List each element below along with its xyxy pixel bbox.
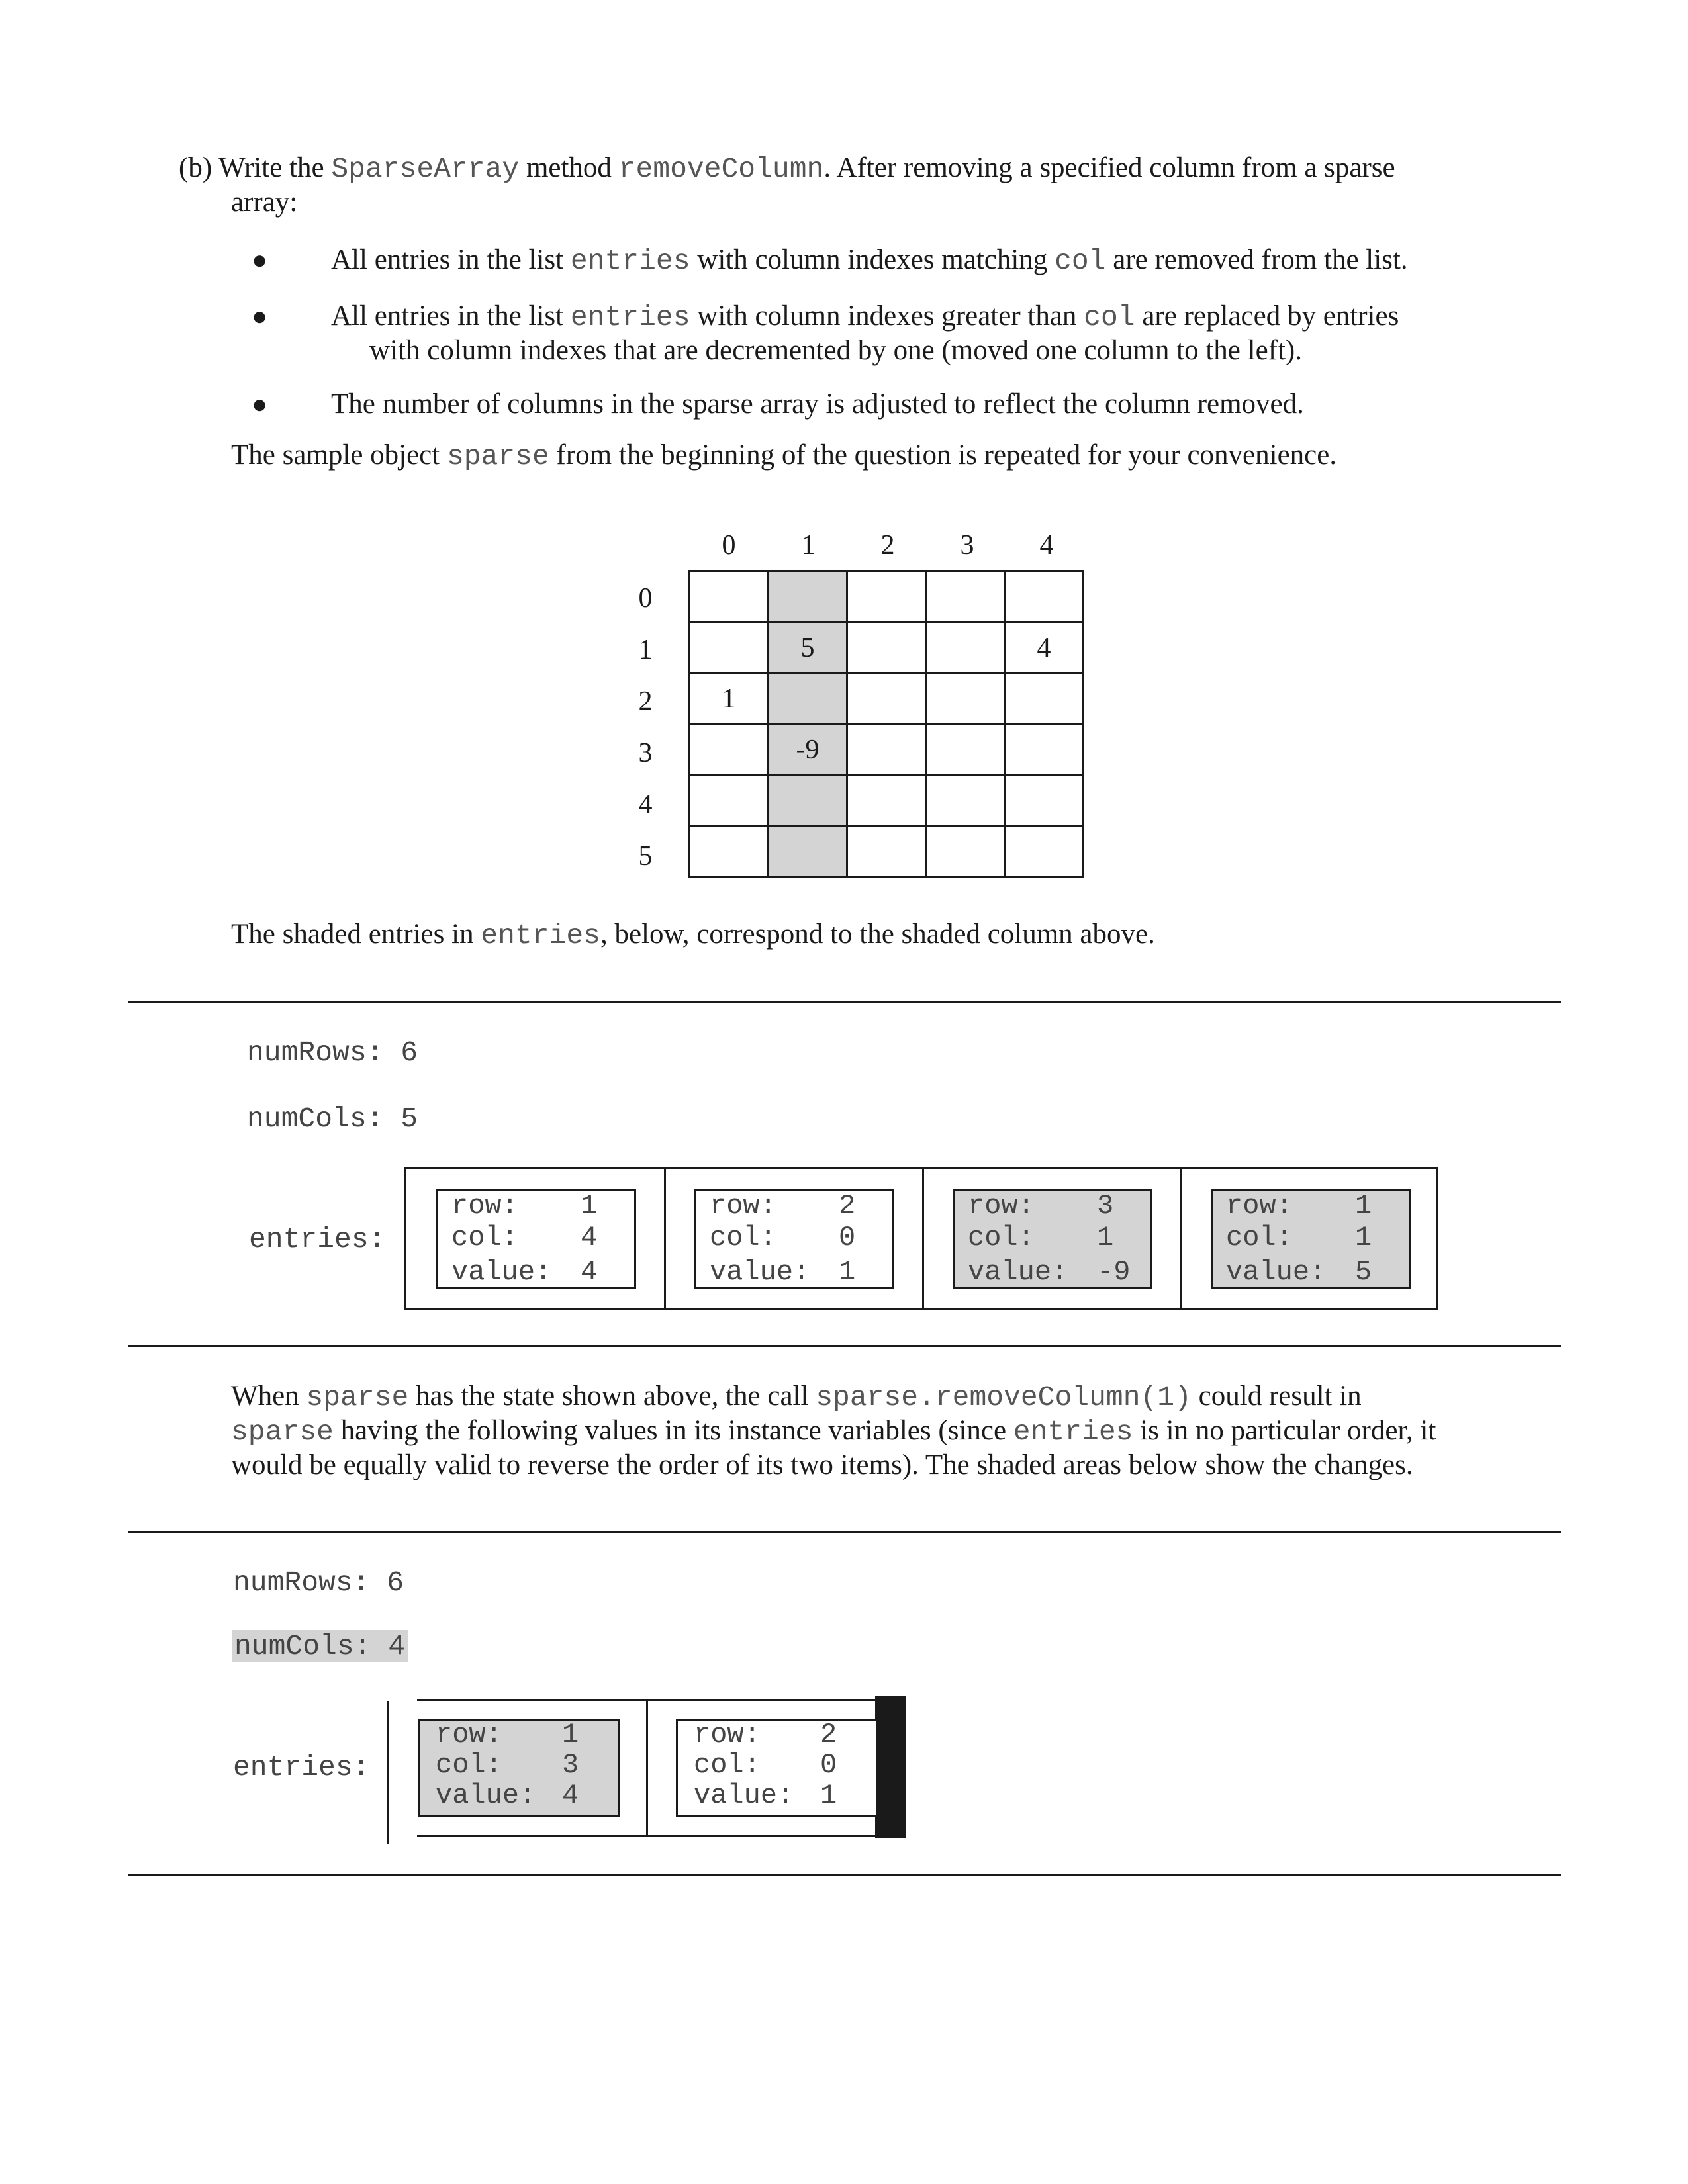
bullet-item	[331, 299, 1562, 335]
grid-cell	[1005, 674, 1084, 725]
bullet-icon: ●	[252, 301, 268, 331]
inline-code: col	[1055, 245, 1106, 277]
row-header: 0	[638, 583, 653, 614]
num-rows-before: numRows: 6	[247, 1036, 418, 1069]
note-text: The shaded entries in	[231, 919, 474, 950]
bullet-text: All entries in the list	[331, 244, 564, 275]
entry-value-value: 5	[1355, 1256, 1372, 1288]
when-text: is in no particular order, it	[1140, 1415, 1436, 1446]
num-cols-after-shaded: numCols: 4	[232, 1630, 408, 1662]
entries-label-after: entries:	[233, 1751, 370, 1784]
entry-value-value: 1	[820, 1780, 837, 1811]
list-slot-divider	[646, 1699, 648, 1837]
entry-col-value: 0	[820, 1749, 837, 1781]
num-rows-after: numRows: 6	[233, 1567, 404, 1599]
grid-cell-shaded	[769, 572, 847, 623]
divider	[128, 1345, 1561, 1347]
grid-cell	[926, 725, 1005, 776]
when-text: having the following values in its instance variables (since	[340, 1415, 1007, 1446]
entry-box	[676, 1719, 878, 1817]
grid-cell	[926, 572, 1005, 623]
sample-text: from the beginning of the question is repeated for your convenience.	[556, 439, 1337, 471]
entry-row-label: row:	[1226, 1190, 1293, 1222]
when-paragraph	[231, 1379, 1568, 1415]
part-label: (b)	[179, 152, 212, 183]
grid-cell: 4	[1005, 623, 1084, 674]
bullet-item: The number of columns in the sparse array is adjusted to reflect the column removed.	[331, 388, 1304, 420]
entry-value-value: 4	[581, 1256, 598, 1288]
row-header: 5	[638, 841, 653, 872]
grid-cell	[690, 572, 769, 623]
bullet-text: are removed from the list.	[1113, 244, 1408, 275]
entry-col-label: col:	[710, 1222, 776, 1253]
intro-text: Write the	[218, 152, 324, 183]
grid-cell	[847, 572, 926, 623]
grid-cell	[926, 776, 1005, 827]
divider	[128, 1001, 1561, 1003]
grid-cell-shaded	[769, 674, 847, 725]
entry-col-label: col:	[436, 1749, 502, 1781]
grid-cell	[690, 725, 769, 776]
grid-cell	[926, 623, 1005, 674]
entry-col-value: 1	[1097, 1222, 1114, 1253]
grid-cell	[847, 623, 926, 674]
method-name-code: removeColumn	[618, 153, 824, 185]
entry-col-label: col:	[968, 1222, 1035, 1253]
entry-row-value: 1	[1355, 1190, 1372, 1222]
entry-value-label: value:	[710, 1256, 810, 1288]
entry-value-label: value:	[1226, 1256, 1327, 1288]
entries-label-before: entries:	[249, 1223, 386, 1255]
entry-box	[694, 1189, 894, 1289]
when-text: could result in	[1198, 1381, 1362, 1412]
divider	[128, 1531, 1561, 1533]
entry-value-label: value:	[436, 1780, 536, 1811]
grid-cell	[847, 827, 926, 878]
grid-cell-shaded: 5	[769, 623, 847, 674]
grid-cell	[1005, 776, 1084, 827]
entry-box	[436, 1189, 636, 1289]
entry-col-label: col:	[694, 1749, 761, 1781]
when-paragraph-line3: would be equally valid to reverse the order of its two items). The shaded areas below show the changes.	[231, 1449, 1413, 1480]
col-header: 4	[1039, 530, 1054, 561]
entry-row-value: 3	[1097, 1190, 1114, 1222]
entry-row-label: row:	[694, 1719, 761, 1751]
intro-continuation: array:	[231, 187, 298, 218]
row-header: 3	[638, 738, 653, 768]
entry-col-label: col:	[451, 1222, 518, 1253]
bullet-continuation: with column indexes that are decremented by one (moved one column to the left).	[369, 335, 1302, 366]
list-end-marker	[875, 1696, 906, 1838]
entry-value-value: 4	[562, 1780, 579, 1811]
bullet-item	[331, 243, 1562, 279]
grid-cell	[847, 674, 926, 725]
grid-cell	[690, 623, 769, 674]
entry-value-value: 1	[839, 1256, 856, 1288]
entry-row-label: row:	[451, 1190, 518, 1222]
row-header: 2	[638, 686, 653, 717]
entries-list-before	[404, 1167, 1438, 1310]
inline-code: entries	[570, 245, 690, 277]
grid-cell	[690, 827, 769, 878]
inline-code: entries	[1013, 1416, 1133, 1448]
entry-value-value: -9	[1097, 1256, 1131, 1288]
note-text: , below, correspond to the shaded column above.	[600, 919, 1155, 950]
grid-cell	[926, 827, 1005, 878]
entry-box-shaded	[418, 1719, 620, 1817]
bullet-text: with column indexes greater than	[697, 300, 1077, 332]
entry-box-shaded	[1211, 1189, 1411, 1289]
entry-row-value: 2	[820, 1719, 837, 1751]
col-header: 1	[801, 530, 816, 561]
sample-sentence	[231, 438, 1555, 474]
entry-col-label: col:	[1226, 1222, 1293, 1253]
grid-cell: 1	[690, 674, 769, 725]
entry-row-label: row:	[710, 1190, 776, 1222]
col-header: 3	[960, 530, 974, 561]
when-text: When	[231, 1381, 299, 1412]
bullet-text: with column indexes matching	[697, 244, 1048, 275]
inline-code: col	[1084, 301, 1135, 334]
bullet-icon: ●	[252, 245, 268, 275]
grid-cell-shaded	[769, 827, 847, 878]
bullet-text: are replaced by entries	[1142, 300, 1399, 332]
bullet-text: All entries in the list	[331, 300, 564, 332]
entry-value-label: value:	[968, 1256, 1068, 1288]
grid-cell	[926, 674, 1005, 725]
grid-cell	[690, 776, 769, 827]
grid-cell	[1005, 725, 1084, 776]
col-header: 0	[722, 530, 736, 561]
class-name-code: SparseArray	[331, 153, 520, 185]
grid-cell-shaded	[769, 776, 847, 827]
grid-cell	[1005, 827, 1084, 878]
entry-value-label: value:	[694, 1780, 794, 1811]
inline-code: entries	[570, 301, 690, 334]
inline-code: sparse	[306, 1381, 409, 1414]
entry-col-value: 4	[581, 1222, 598, 1253]
row-header: 4	[638, 790, 653, 820]
bullet-icon: ●	[252, 389, 268, 419]
entry-col-value: 0	[839, 1222, 856, 1253]
inline-code: sparse	[446, 440, 549, 473]
entry-col-value: 3	[562, 1749, 579, 1781]
intro-text: . After removing a specified column from a sparse	[823, 152, 1395, 183]
entry-col-value: 1	[1355, 1222, 1372, 1253]
entry-row-label: row:	[968, 1190, 1035, 1222]
when-paragraph-line2	[231, 1414, 1581, 1449]
inline-code: entries	[481, 919, 600, 952]
entry-value-label: value:	[451, 1256, 552, 1288]
grid-cell	[847, 776, 926, 827]
inline-code: sparse	[231, 1416, 334, 1448]
grid-cell-shaded: -9	[769, 725, 847, 776]
divider	[128, 1874, 1561, 1876]
grid-cell	[847, 725, 926, 776]
list-left-edge	[387, 1701, 389, 1844]
inline-code: sparse.removeColumn(1)	[816, 1381, 1192, 1414]
col-header: 2	[880, 530, 895, 561]
shaded-note	[231, 917, 1555, 953]
entry-row-label: row:	[436, 1719, 502, 1751]
entry-row-value: 2	[839, 1190, 856, 1222]
entry-row-value: 1	[581, 1190, 598, 1222]
when-text: has the state shown above, the call	[416, 1381, 809, 1412]
entry-row-value: 1	[562, 1719, 579, 1751]
sample-text: The sample object	[231, 439, 440, 471]
num-cols-before: numCols: 5	[247, 1103, 418, 1135]
sparse-array-grid	[688, 570, 1084, 878]
intro-paragraph	[179, 151, 1529, 187]
intro-text: method	[526, 152, 612, 183]
row-header: 1	[638, 635, 653, 665]
grid-cell	[1005, 572, 1084, 623]
entry-box-shaded	[953, 1189, 1152, 1289]
